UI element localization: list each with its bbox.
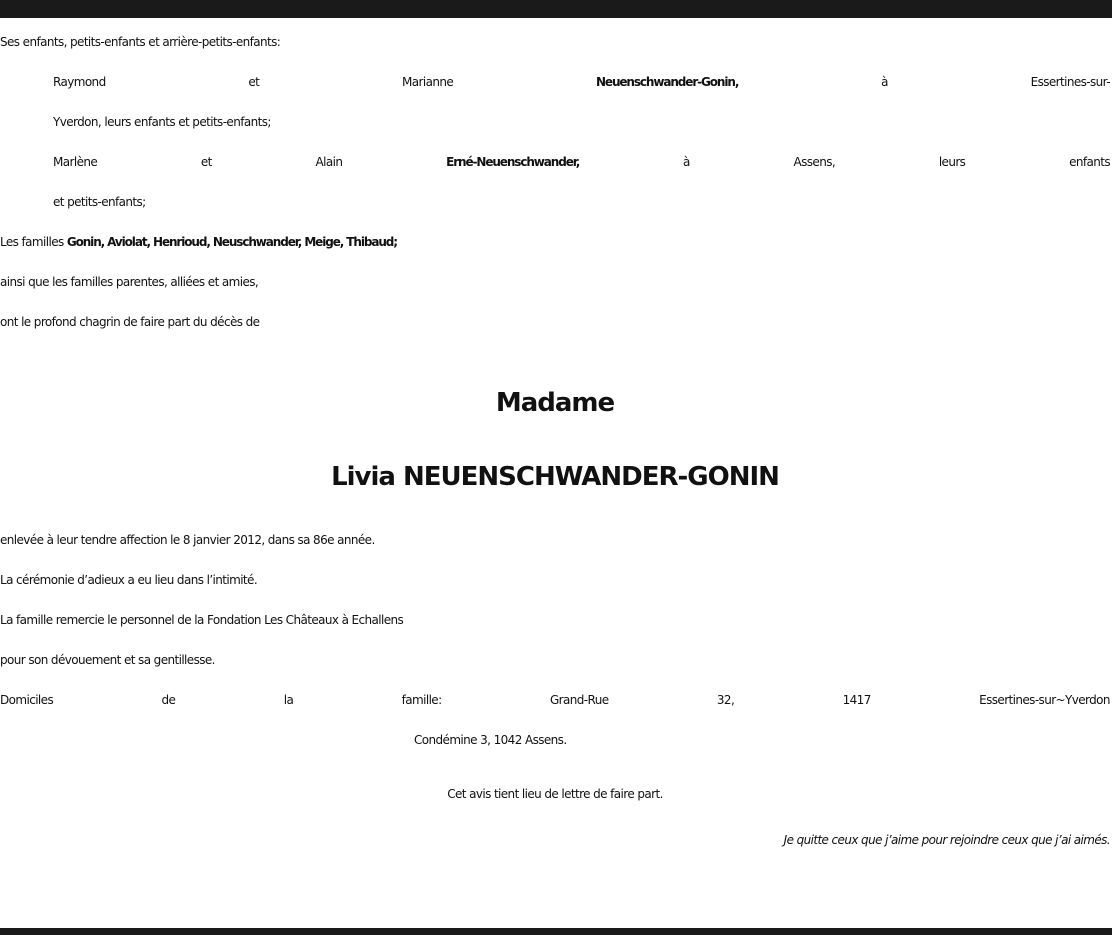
family-line-1-cont: Yverdon, leurs enfants et petits-enfants; — [53, 115, 271, 129]
domiciles-label-word: Domiciles — [0, 693, 54, 707]
family-2-location: à Assens, leurs enfants — [579, 155, 1110, 169]
relatives-line: ainsi que les familles parentes, alliées et amies, — [0, 275, 259, 289]
address-2: Condémine 3, 1042 Assens. — [414, 733, 567, 747]
domiciles-label-word: famille: — [401, 693, 442, 707]
family-2-surname: Erné-Neuenschwander, — [446, 155, 580, 169]
family-1-location: à Essertines-sur- — [738, 75, 1110, 89]
thanks-line: La famille remercie le personnel de la Fondation Les Châteaux à Echallens — [0, 613, 404, 627]
domiciles-label-word: de — [161, 693, 176, 707]
intro-line: Ses enfants, petits-enfants et arrière-petits-enfants: — [0, 35, 281, 49]
domiciles-label-word: la — [283, 693, 294, 707]
address-1-word: Grand-Rue — [549, 693, 609, 707]
notice-line: Cet avis tient lieu de lettre de faire part. — [447, 787, 663, 801]
bottom-rule — [0, 928, 1112, 935]
deceased-name: Livia NEUENSCHWANDER-GONIN — [331, 462, 779, 492]
deceased-honorific: Madame — [495, 388, 615, 418]
families-label: Les familles — [0, 235, 67, 249]
thanks-line-cont: pour son dévouement et sa gentillesse. — [0, 653, 215, 667]
top-rule — [0, 0, 1112, 18]
family-line-2-cont: et petits-enfants; — [53, 195, 146, 209]
ceremony-line: La cérémonie d’adieux a eu lieu dans l’intimité. — [0, 573, 258, 587]
family-1-surname: Neuenschwander-Gonin, — [595, 75, 739, 89]
families-names: Gonin, Aviolat, Henrioud, Neuschwander, Meige, Thibaud; — [66, 235, 397, 249]
announcement-line: ont le profond chagrin de faire part du décès de — [0, 315, 260, 329]
address-1-word: 1417 — [842, 693, 871, 707]
obituary-notice — [0, 22, 1110, 860]
family-2-first-names: Marlène et Alain — [53, 155, 447, 169]
family-line-2 — [0, 142, 1110, 182]
families-line — [0, 222, 1110, 262]
address-1-word: Essertines-sur~Yverdon — [979, 693, 1110, 707]
domiciles-line — [0, 680, 1110, 720]
family-line-1 — [0, 62, 1110, 102]
family-1-first-names: Raymond et Marianne — [53, 75, 596, 89]
address-1-word: 32, — [716, 693, 735, 707]
closing-quote: Je quitte ceux que j’aime pour rejoindre ceux que j’ai aimés. — [783, 833, 1110, 847]
death-line: enlevée à leur tendre affection le 8 janvier 2012, dans sa 86e année. — [0, 533, 375, 547]
